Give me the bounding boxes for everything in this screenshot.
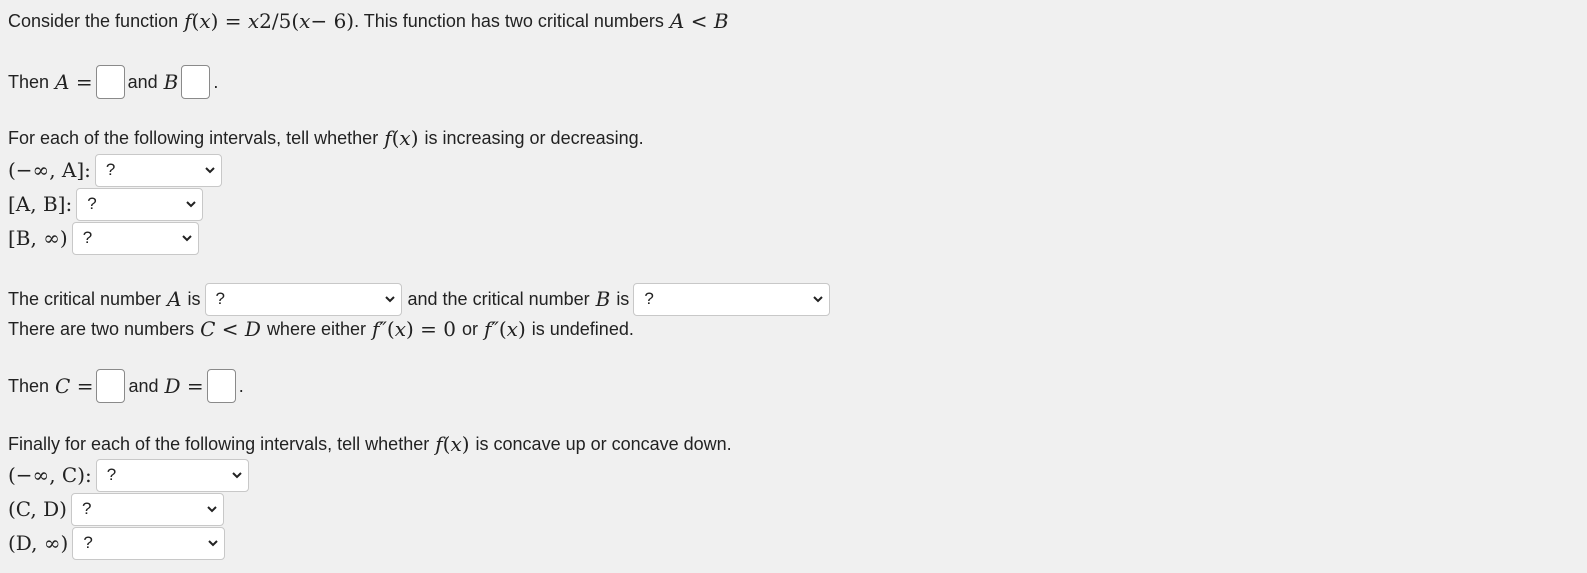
increasing-decreasing-prompt: For each of the following intervals, tell whether f ( x ) is increasing or decreasing. bbox=[8, 126, 644, 150]
increasing-decreasing-select-2[interactable]: ? bbox=[76, 188, 203, 221]
interval-label: (−∞, A]: bbox=[8, 158, 91, 182]
critical-a-classification-select[interactable]: ? bbox=[205, 283, 402, 316]
increasing-decreasing-select-1[interactable]: ? bbox=[95, 154, 222, 187]
problem-statement: Consider the function f ( x ) = x 2/5 ( x − 6) . This function has two critical numbers A < B bbox=[8, 9, 729, 33]
interval-label: (D, ∞) bbox=[8, 531, 69, 555]
chevron-down-icon bbox=[208, 538, 218, 548]
inflection-numbers-row: Then C = and D = . bbox=[8, 368, 244, 404]
inflection-prompt: There are two numbers C < D where either f″ ( x ) = 0 or f″ ( x ) is undefined. bbox=[8, 317, 634, 341]
interval-label: [A, B]: bbox=[8, 192, 73, 216]
chevron-down-icon bbox=[182, 233, 192, 243]
chevron-down-icon bbox=[385, 294, 395, 304]
function-definition: f bbox=[184, 9, 192, 33]
chevron-down-icon bbox=[232, 470, 242, 480]
concavity-prompt: Finally for each of the following intervals, tell whether f ( x ) is concave up or concave down. bbox=[8, 432, 732, 456]
critical-b-classification-select[interactable]: ? bbox=[633, 283, 830, 316]
interval-row bbox=[8, 526, 225, 560]
interval-row bbox=[8, 221, 199, 255]
concavity-select-2[interactable]: ? bbox=[71, 493, 224, 526]
interval-label: (−∞, C): bbox=[8, 463, 92, 487]
interval-row bbox=[8, 492, 224, 526]
chevron-down-icon bbox=[207, 504, 217, 514]
chevron-down-icon bbox=[186, 199, 196, 209]
chevron-down-icon bbox=[813, 294, 823, 304]
critical-c-input[interactable] bbox=[96, 369, 125, 403]
critical-a-input[interactable] bbox=[96, 65, 125, 99]
chevron-down-icon bbox=[205, 165, 215, 175]
critical-classification-row: The critical number A is ? and the critical number B is ? bbox=[8, 282, 830, 316]
interval-row bbox=[8, 187, 203, 221]
critical-d-input[interactable] bbox=[207, 369, 236, 403]
concavity-select-1[interactable]: ? bbox=[96, 459, 249, 492]
interval-row bbox=[8, 458, 249, 492]
interval-label: (C, D) bbox=[8, 497, 67, 521]
interval-row bbox=[8, 153, 222, 187]
critical-numbers-row: Then A = and B . bbox=[8, 64, 218, 100]
increasing-decreasing-select-3[interactable]: ? bbox=[72, 222, 199, 255]
concavity-select-3[interactable]: ? bbox=[72, 527, 225, 560]
critical-b-input[interactable] bbox=[181, 65, 210, 99]
interval-label: [B, ∞) bbox=[8, 226, 68, 250]
